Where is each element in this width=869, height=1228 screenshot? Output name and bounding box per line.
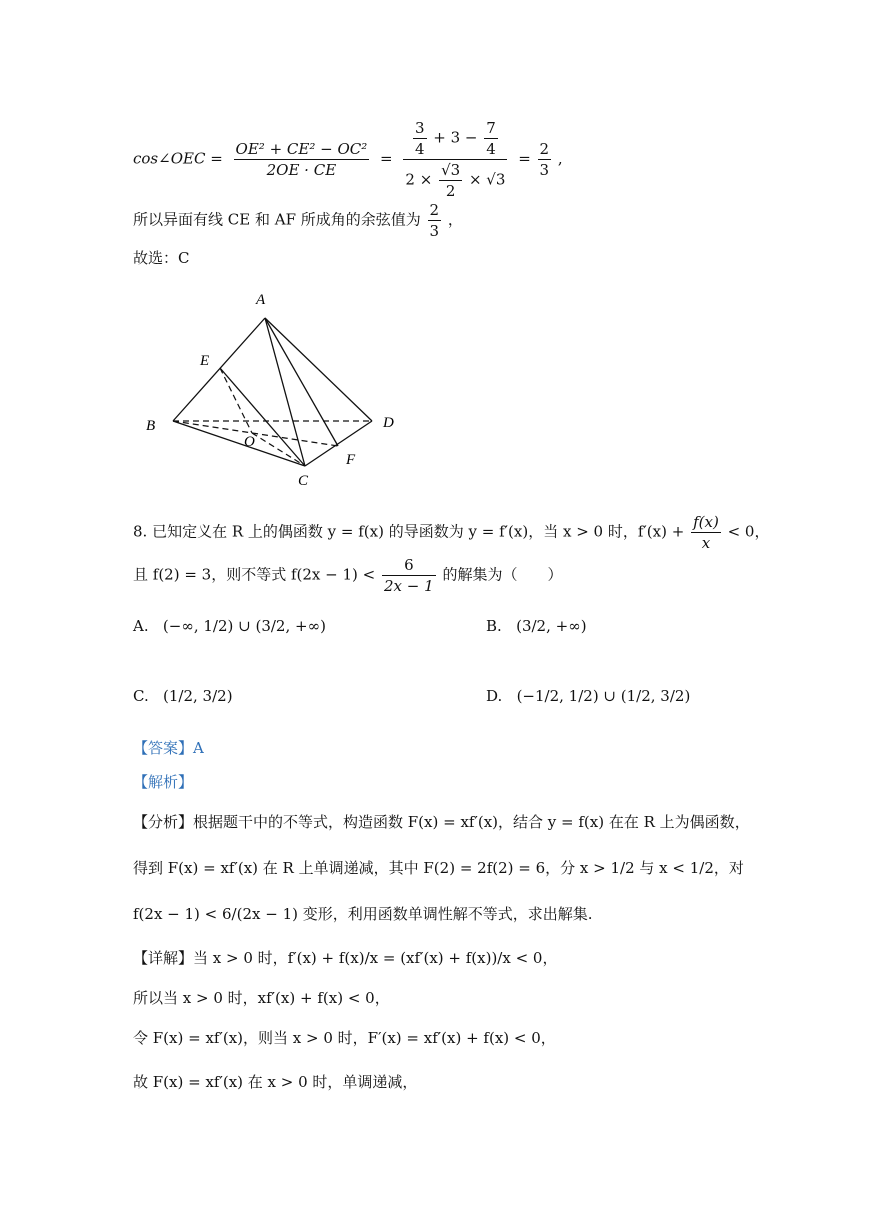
choose-line: 故选：C — [133, 249, 190, 267]
option-b[interactable]: B. (3/2, +∞) — [486, 617, 587, 635]
analysis-line-5: 所以当 x > 0 时，xf′(x) + f(x) < 0， — [133, 989, 390, 1007]
cos-mid-fraction: $\frac{3}{4}$ + 3 − $\frac{7}{4}$ 2 × $\frac{√3}{2}$ × √3 — [405, 119, 506, 200]
q8-stem-line1: 8. 已知定义在 R 上的偶函数 y = f(x) 的导函数为 y = f′(x)，当 x > 0 时，f′(x) + $\frac{f(x)}{x}$ < 0， — [133, 513, 770, 552]
cos-formula: cos∠OEC = $\frac{\text{OE² + CE² − OC²}}{2OE \cdot CE}$ = $\frac{3}{4}$ + 3 − $\frac{7}{4}$ 2 × $\frac{√3}{2}$ × √3 = $\frac{2}{3}$ , — [133, 119, 563, 200]
label-C: C — [298, 473, 309, 488]
analysis-title: 【解析】 — [133, 773, 194, 791]
answer-line: 【答案】A — [133, 739, 204, 757]
label-O: O — [244, 434, 255, 450]
analysis-line-4: 【详解】当 x > 0 时，f′(x) + f(x)/x = (xf′(x) + f(x))/x < 0， — [133, 949, 558, 967]
conclusion-line: 所以异面有线 CE 和 AF 所成角的余弦值为 $\frac{2}{3}$ ， — [133, 201, 463, 240]
cos-lhs: cos∠OEC = — [133, 149, 223, 168]
label-A: A — [256, 292, 266, 308]
label-E: E — [200, 353, 210, 369]
analysis-line-6: 令 F(x) = xf′(x)，则当 x > 0 时，F′(x) = xf′(x) + f(x) < 0， — [133, 1029, 556, 1047]
analysis-line-7: 故 F(x) = xf′(x) 在 x > 0 时，单调递减， — [133, 1073, 418, 1091]
q8-stem-line2: 且 f(2) = 3，则不等式 f(2x − 1) < $\frac{6}{2x - 1}$ 的解集为（ ） — [133, 556, 563, 595]
label-F: F — [346, 452, 356, 468]
option-c[interactable]: C. (1/2, 3/2) — [133, 687, 233, 705]
option-d[interactable]: D. (−1/2, 1/2) ∪ (1/2, 3/2) — [486, 687, 691, 705]
tetrahedron-figure — [140, 288, 420, 488]
cos-result: $\frac{2}{3}$ — [539, 140, 550, 179]
cos-num: OE² + CE² − OC² — [235, 140, 368, 158]
label-B: B — [146, 418, 156, 434]
analysis-line-3: f(2x − 1) < 6/(2x − 1) 变形，利用函数单调性解不等式，求出解集. — [133, 905, 593, 923]
analysis-line-2: 得到 F(x) = xf′(x) 在 R 上单调递减，其中 F(2) = 2f(2) = 6，分 x > 1/2 与 x < 1/2，对 — [133, 859, 744, 877]
cos-fraction — [234, 139, 370, 180]
cos-den: 2OE · CE — [266, 161, 337, 179]
analysis-line-1: 【分析】根据题干中的不等式，构造函数 F(x) = xf′(x)，结合 y = f(x) 在在 R 上为偶函数， — [133, 813, 750, 831]
option-a[interactable]: A. (−∞, 1/2) ∪ (3/2, +∞) — [133, 617, 326, 635]
label-D: D — [383, 415, 394, 431]
